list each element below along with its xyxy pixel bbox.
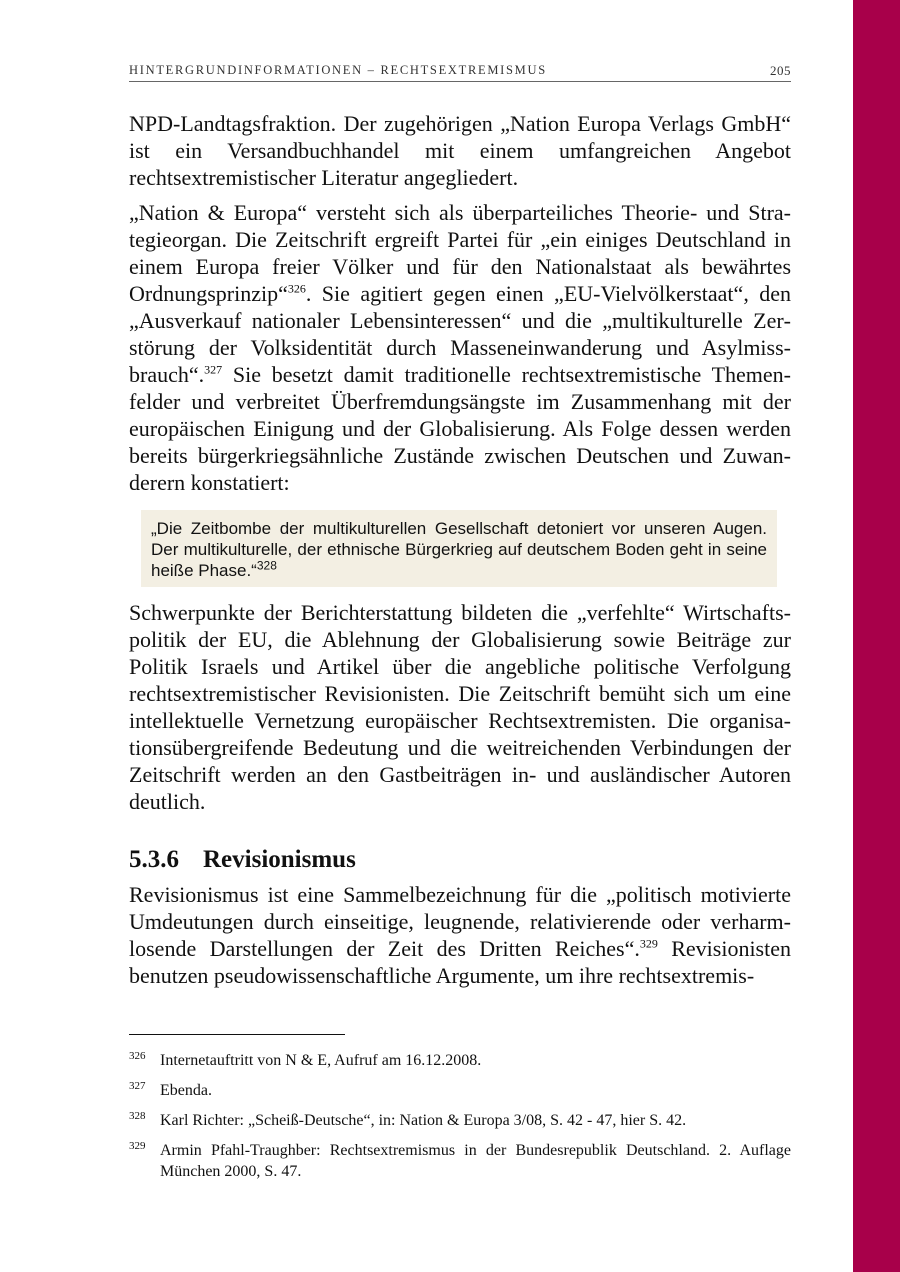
footnote-ref-326[interactable]: 326 [287,281,306,296]
footnote-text: Karl Richter: „Scheiß-Deutsche“, in: Nation & Europa 3/08, S. 42 - 47, hier S. 42. [160,1112,687,1129]
footnote-number: 327 [129,1080,146,1092]
running-header [129,63,791,82]
footnote-ref-327[interactable]: 327 [204,362,223,377]
footnote-ref-329[interactable]: 329 [639,936,658,951]
footnote-number: 329 [129,1140,146,1152]
block-quote-text: „Die Zeitbombe der multikulturellen Gesellschaft detoniert vor unseren Augen. Der multikulturelle, der ethnische Bürgerkrieg auf deutschem Boden geht in seine heiße Phase.“ [151,519,767,580]
footnote-separator [129,1034,345,1035]
section-number: 5.3.6 [129,846,179,873]
footnote-328 [129,1110,791,1131]
footnote-329 [129,1140,791,1182]
paragraph-2-part-b: . Sie agitiert gegen einen „EU-Vielvölkerstaat“, den „Ausverkauf nationaler Lebensinteressen“ und die „multikulturelle Zerstörung der Volksidentität durch Masseneinwanderung und Asylmissbrauch“. [129,281,791,387]
footnotes [129,1050,791,1191]
footnote-text: Internetauftritt von N & E, Aufruf am 16.12.2008. [160,1052,482,1069]
footnote-327 [129,1080,791,1101]
footnote-text: Armin Pfahl-Traughber: Rechtsextremismus in der Bundesrepublik Deutschland. 2. Auflage München 2000, S. 47. [160,1142,791,1180]
paragraph-3: Schwerpunkte der Berichterstattung bildeten die „verfehlte“ Wirtschaftspolitik der EU, die Ablehnung der Globalisierung sowie Beiträge zur Politik Israels und Artikel über die angebliche politische Verfolgung rechtsextremistischer Revisionisten. Die Zeitschrift bemüht sich um eine intellektuelle Vernetzung europäischer Rechtsextremisten. Die organisationsübergreifende Bedeutung und die weitreichenden Verbindungen der Zeitschrift werden an den Gastbeiträgen in- und ausländischer Autoren deutlich. [129,600,791,814]
accent-sidebar-bar [853,0,900,1272]
paragraph-2-part-c: Sie besetzt damit traditionelle rechtsextremistische Themenfelder und verbreitet Überfremdungsängste im Zusammenhang mit der europäischen Einigung und der Globalisierung. Als Folge dessen werden bereits bürgerkriegsähnliche Zustände zwischen Deutschen und Zuwanderern konstatiert: [129,362,791,495]
footnote-ref-328[interactable]: 328 [256,558,277,573]
footnote-text: Ebenda. [160,1082,212,1099]
footnote-326 [129,1050,791,1071]
paragraph-4 [129,881,791,989]
block-quote [141,510,777,587]
section-heading [129,845,791,875]
paragraph-2-part-a: „Nation & Europa“ versteht sich als überparteiliches Theorie- und Strategieorgan. Die Zeitschrift ergreift Partei für „ein einiges Deutschland in einem Europa freier Völker und für den Nationalstaat als bewährtes Ordnungsprinzip“ [129,200,791,306]
page-number: 205 [770,63,791,78]
paragraph-2 [129,199,791,496]
footnote-number: 328 [129,1110,146,1122]
running-header-title: HINTERGRUNDINFORMATIONEN – RECHTSEXTREMISMUS [129,63,547,77]
main-content [129,110,791,997]
footnote-number: 326 [129,1050,146,1062]
section-title: Revisionismus [203,846,356,873]
paragraph-4-part-a: Revisionismus ist eine Sammelbezeichnung für die „politisch motivierte Umdeutungen durch einseitige, leugnende, relativierende oder verharmlosende Darstellungen der Zeit des Dritten Reiches“. [129,882,791,961]
paragraph-1: NPD-Landtagsfraktion. Der zugehörigen „Nation Europa Verlags GmbH“ ist ein Versandbuchhandel mit einem umfangreichen Angebot rechtsextremistischer Literatur angegliedert. [129,111,791,190]
paragraph-4-part-b: Revisionisten benutzen pseudowissenschaftliche Argumente, um ihre rechtsextremis- [129,936,791,988]
